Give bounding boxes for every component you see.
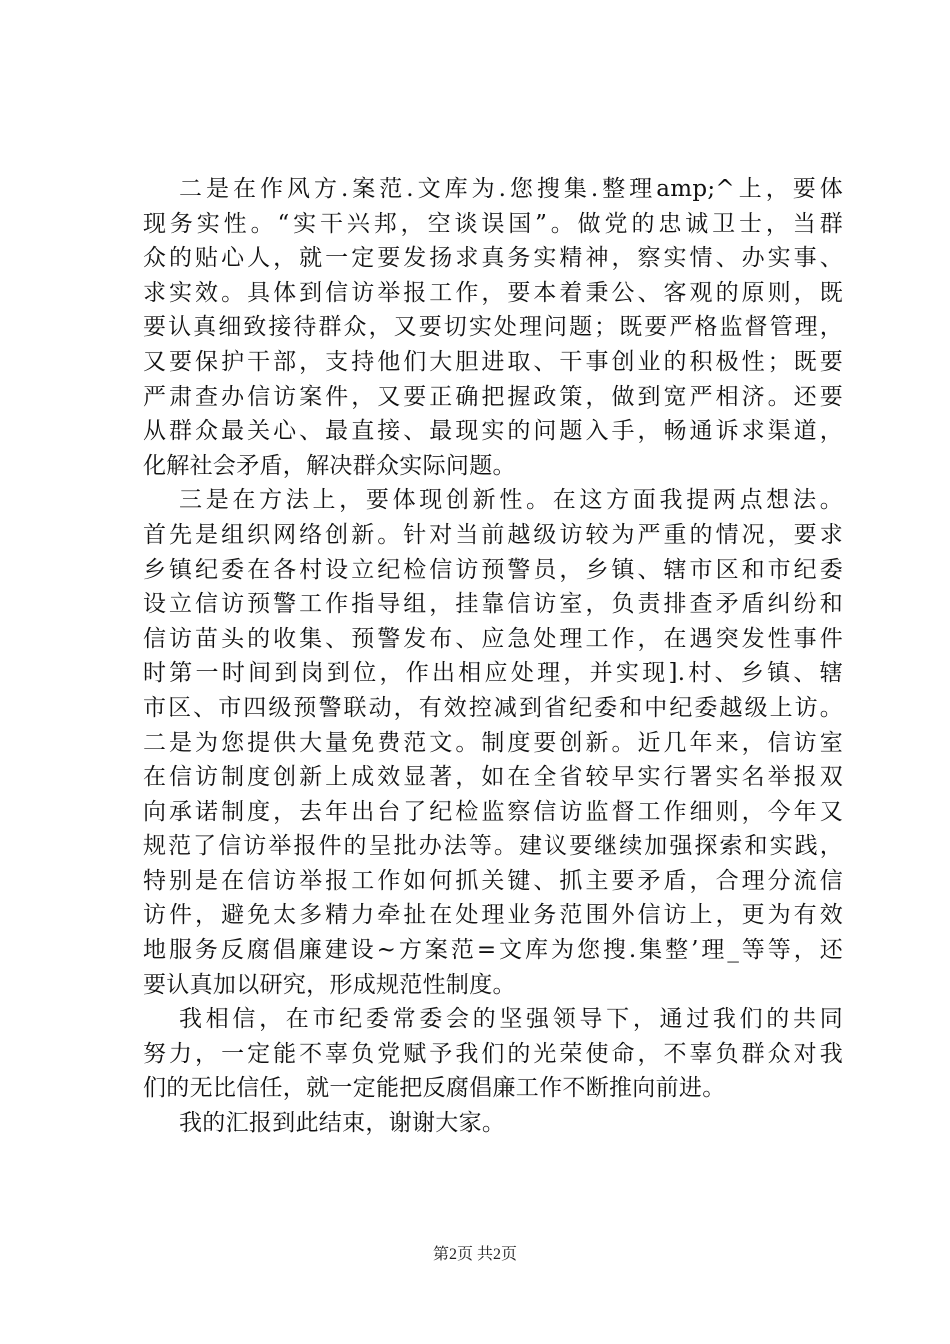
document-body (143, 172, 843, 1141)
text-line: 二是为您提供大量免费范文。制度要创新。近几年来，信访室 (143, 729, 843, 756)
text-line: 三是在方法上，要体现创新性。在这方面我提两点想法。 (179, 487, 843, 514)
text-line: 市区、市四级预警联动，有效控减到省纪委和中纪委越级上访。 (143, 694, 843, 721)
text-line: 要认真细致接待群众，又要切实处理问题；既要严格监督管理， (143, 314, 843, 341)
text-line: 从群众最关心、最直接、最现实的问题入手，畅通诉求渠道， (143, 418, 843, 445)
paragraph-style (143, 172, 843, 483)
text-line: 设立信访预警工作指导组，挂靠信访室，负责排查矛盾纠纷和 (143, 591, 843, 618)
text-line: 要认真加以研究，形成规范性制度。 (143, 971, 516, 998)
text-line: 首先是组织网络创新。针对当前越级访较为严重的情况，要求 (143, 521, 843, 548)
text-line: 我相信，在市纪委常委会的坚强领导下，通过我们的共同 (179, 1006, 843, 1033)
text-line: 信访苗头的收集、预警发布、应急处理工作，在遇突发性事件 (143, 625, 843, 652)
text-line: 努力，一定能不辜负党赋予我们的光荣使命，不辜负群众对我 (143, 1040, 843, 1067)
text-line: 求实效。具体到信访举报工作，要本着秉公、客观的原则，既 (143, 279, 843, 306)
text-line: 又要保护干部，支持他们大胆进取、干事创业的积极性；既要 (143, 348, 843, 375)
text-line: 们的无比信任，就一定能把反腐倡廉工作不断推向前进。 (143, 1075, 726, 1102)
paragraph-closing (143, 1106, 843, 1141)
text-line: 向承诺制度，去年出台了纪检监察信访监督工作细则，今年又 (143, 798, 843, 825)
text-line: 在信访制度创新上成效显著，如在全省较早实行署实名举报双 (143, 764, 843, 791)
text-line: 时第一时间到岗到位，作出相应处理，并实现].村、乡镇、辖 (143, 660, 843, 687)
text-line: 特别是在信访举报工作如何抓关键、抓主要矛盾，合理分流信 (143, 867, 843, 894)
paragraph-method (143, 483, 843, 1002)
text-line: 严肃查办信访案件，又要正确把握政策，做到宽严相济。还要 (143, 383, 843, 410)
text-line: 地服务反腐倡廉建设~方案范=文库为您搜.集整’理_等等，还 (143, 937, 843, 964)
page-number-footer: 第2页 共2页 (432, 1246, 517, 1263)
paragraph-conclusion (143, 1002, 843, 1106)
text-line: 二是在作风方.案范.文库为.您搜集.整理amp;^上，要体 (179, 176, 843, 202)
text-line: 现务实性。“实干兴邦，空谈误国”。做党的忠诚卫士，当群 (143, 210, 843, 237)
text-line: 我的汇报到此结束，谢谢大家。 (179, 1110, 506, 1137)
text-line: 化解社会矛盾，解决群众实际问题。 (143, 452, 516, 479)
text-line: 访件，避免太多精力牵扯在处理业务范围外信访上，更为有效 (143, 902, 843, 929)
text-line: 乡镇纪委在各村设立纪检信访预警员，乡镇、辖市区和市纪委 (143, 556, 843, 583)
text-line: 众的贴心人，就一定要发扬求真务实精神，察实情、办实事、 (143, 245, 843, 272)
text-line: 规范了信访举报件的呈批办法等。建议要继续加强探索和实践， (143, 833, 843, 860)
